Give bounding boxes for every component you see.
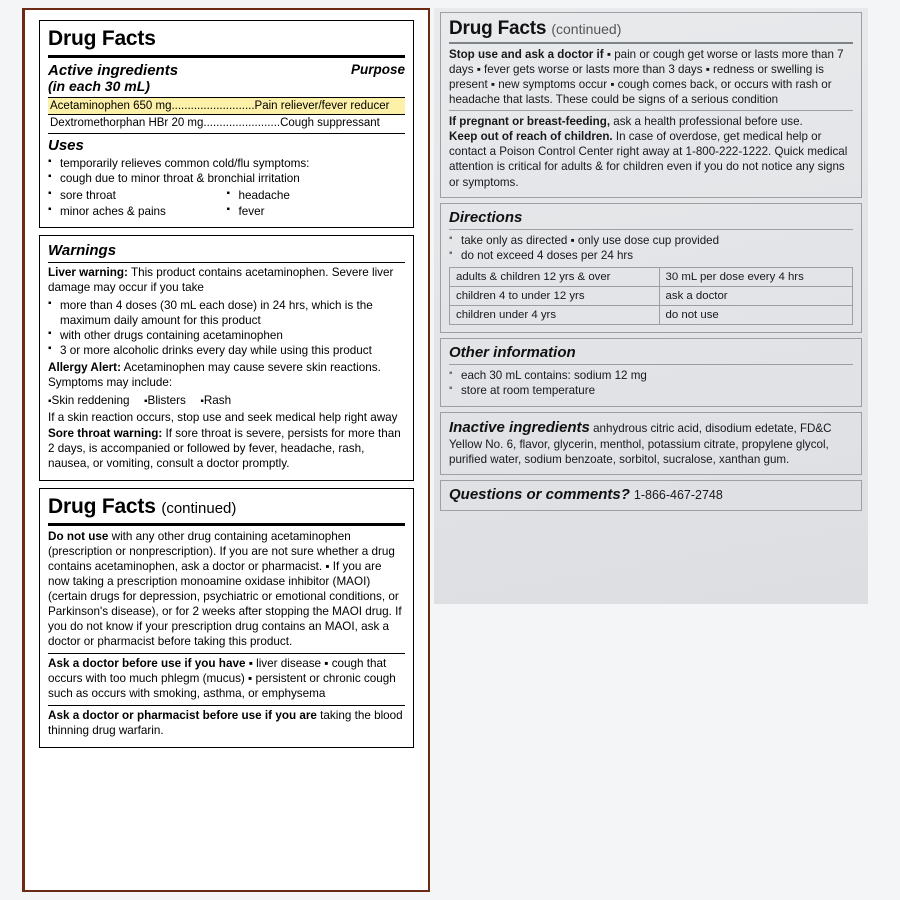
- directions-heading: Directions: [449, 208, 523, 226]
- keep-out-label: Keep out of reach of children.: [449, 130, 613, 144]
- uses-divider: [48, 133, 405, 134]
- list-item: ▪ fever: [227, 204, 406, 219]
- liver-warning: [48, 266, 405, 296]
- list-item: ▪ each 30 mL contains: sodium 12 mg: [449, 368, 853, 383]
- right-label-panel: [434, 8, 868, 604]
- do-not-use-text: with any other drug containing acetaminophen (prescription or nonprescription). If you are not sure whether a drug contains acetaminophen, ask a doctor or pharmacist. ▪ If you are now taking a prescription monoamine oxidase inhibitor (MAOI) (certain drugs for depression, psychiatric or emotional conditions, or Parkinson's disease), or for 2 weeks after stopping the MAOI drug. If you do not know if your prescription drug contains an MAOI, ask a doctor or pharmacist before taking this product.: [48, 530, 402, 649]
- continued-title: [48, 495, 405, 519]
- warnings-rule: [48, 262, 405, 263]
- list-item: ▪ minor aches & pains: [48, 204, 227, 219]
- active-ingredients-subheading: (in each 30 mL): [48, 78, 150, 94]
- list-item: ▪ take only as directed ▪ only use dose cup provided: [449, 233, 853, 248]
- ask-doctor-rule: [48, 653, 405, 654]
- list-item: ▪ do not exceed 4 doses per 24 hrs: [449, 248, 853, 263]
- allergy-symptom-row: [48, 391, 405, 409]
- list-item: ▪ Skin reddening: [48, 394, 130, 407]
- stop-use-label: Stop use and ask a doctor if: [449, 48, 604, 61]
- stop-use: [449, 47, 853, 107]
- list-item: ▪ Rash: [200, 394, 231, 407]
- uses-column-left: [48, 188, 227, 218]
- warnings-box: [39, 235, 414, 482]
- dose-group: adults & children 12 yrs & over: [450, 268, 660, 287]
- other-information-list: [449, 368, 853, 399]
- questions-box: [440, 480, 862, 511]
- keep-out-of-reach: [449, 129, 853, 189]
- pregnant-warning: [449, 114, 853, 129]
- ask-doctor-label: Ask a doctor before use if you have: [48, 657, 246, 671]
- ask-pharmacist-text: taking the blood thinning drug warfarin.: [48, 709, 403, 737]
- list-item: ▪ temporarily relieves common cold/flu symptoms:: [48, 156, 405, 171]
- keep-out-text: In case of overdose, get medical help or contact a Poison Control Center right away at 1-800-222-1222. Quick medical attention is critical for adults & for children even if you do not notice any signs or symptoms.: [449, 130, 848, 189]
- do-not-use: [48, 530, 405, 650]
- pregnant-label: If pregnant or breast-feeding,: [449, 115, 611, 129]
- sore-throat-text: If sore throat is severe, persists for more than 2 days, is accompanied or followed by fever, headache, rash, nausea, or vomiting, consult a doctor promptly.: [48, 427, 401, 471]
- list-item: ▪ sore throat: [48, 188, 227, 203]
- do-not-use-label: Do not use: [48, 530, 109, 544]
- directions-list: [449, 233, 853, 264]
- right-continued-label: (continued): [551, 21, 622, 37]
- continued-title-text: Drug Facts: [48, 495, 156, 519]
- ingredient-name: Dextromethorphan HBr 20 mg: [50, 117, 204, 129]
- continued-label: (continued): [161, 500, 237, 518]
- questions-phone[interactable]: 1-866-467-2748: [633, 488, 723, 503]
- ask-doctor: [48, 657, 405, 702]
- dose-group: children 4 to under 12 yrs: [450, 287, 660, 306]
- list-item: ▪ cough due to minor throat & bronchial irritation: [48, 171, 405, 186]
- page-title: Drug Facts: [48, 27, 156, 50]
- liver-warning-label: Liver warning:: [48, 265, 128, 279]
- inactive-ingredients-heading: Inactive ingredients: [449, 418, 590, 436]
- pregnant-text: ask a health professional before use.: [613, 115, 803, 129]
- uses-column-right: [227, 188, 406, 218]
- inactive-ingredients-box: [440, 412, 862, 476]
- right-continued-box: [440, 12, 862, 198]
- allergy-alert-label: Allergy Alert:: [48, 360, 121, 374]
- liver-warning-text: This product contains acetaminophen. Severe liver damage may occur if you take: [48, 265, 394, 294]
- allergy-note: If a skin reaction occurs, stop use and seek medical help right away: [48, 410, 398, 424]
- directions-box: [440, 203, 862, 334]
- sore-throat-label: Sore throat warning:: [48, 427, 163, 441]
- ingredient-dots: ..........................: [171, 100, 255, 112]
- list-item: ▪ with other drugs containing acetaminophen: [48, 328, 405, 343]
- title-rule: [48, 55, 405, 58]
- right-title-rule: [449, 42, 853, 44]
- continued-rule: [48, 523, 405, 526]
- allergy-alert-text: Acetaminophen may cause severe skin reactions. Symptoms may include:: [48, 360, 381, 389]
- inactive-ingredients-text: anhydrous citric acid, disodium edetate, FD&C Yellow No. 6, flavor, glycerin, menthol, potassium citrate, propylene glycol, purified water, sodium benzoate, sorbitol, sucralose, xanthan gum.: [449, 421, 832, 467]
- table-row: [450, 287, 853, 306]
- stop-use-text: ▪ pain or cough get worse or lasts more than 7 days ▪ fever gets worse or lasts more than 3 days ▪ redness or swelling is present ▪ new symptoms occur ▪ cough comes back, or occurs with rash or headache that lasts. These could be signs of a serious condition: [449, 48, 844, 107]
- drug-facts-main-box: [39, 20, 414, 228]
- liver-warning-list: [48, 298, 405, 359]
- allergy-alert: [48, 361, 405, 391]
- dose-amount: ask a doctor: [659, 287, 852, 306]
- ask-doctor-text: ▪ liver disease ▪ cough that occurs with too much phlegm (mucus) ▪ persistent or chronic cough such as occurs with smoking, asthma, or emphysema: [48, 657, 396, 701]
- list-item: ▪ Blisters: [144, 394, 186, 407]
- ingredient-purpose: Pain reliever/fever reducer: [254, 100, 390, 112]
- right-title-text: Drug Facts: [449, 18, 547, 39]
- dose-amount: do not use: [659, 306, 852, 325]
- list-item: ▪ more than 4 doses (30 mL each dose) in 24 hrs, which is the maximum daily amount for this product: [48, 298, 405, 328]
- uses-heading: Uses: [48, 137, 84, 154]
- other-information-heading: Other information: [449, 344, 576, 362]
- active-ingredients-heading: Active ingredients: [48, 62, 179, 79]
- active-ingredients-header: [48, 62, 405, 94]
- table-row: [450, 306, 853, 325]
- ask-pharmacist-rule: [48, 705, 405, 706]
- questions-heading: Questions or comments?: [449, 486, 630, 504]
- uses-symptom-columns: [48, 186, 405, 218]
- dosing-table: [449, 267, 853, 325]
- list-item: ▪ 3 or more alcoholic drinks every day while using this product: [48, 343, 405, 358]
- list-item: ▪ headache: [227, 188, 406, 203]
- ingredient-row-dextromethorphan: [48, 115, 405, 130]
- dose-amount: 30 mL per dose every 4 hrs: [659, 268, 852, 287]
- right-title: [449, 18, 853, 40]
- left-label-panel: [22, 8, 430, 892]
- dose-group: children under 4 yrs: [450, 306, 660, 325]
- warnings-heading: Warnings: [48, 241, 117, 259]
- ingredient-name: Acetaminophen 650 mg: [50, 100, 172, 112]
- ask-pharmacist: [48, 709, 405, 739]
- other-information-box: [440, 338, 862, 407]
- table-row: [450, 268, 853, 287]
- drug-facts-continued-box: [39, 488, 414, 748]
- other-information-rule: [449, 364, 853, 365]
- ask-pharmacist-label: Ask a doctor or pharmacist before use if you are: [48, 709, 317, 723]
- purpose-heading: Purpose: [350, 62, 405, 77]
- inactive-ingredients: [449, 418, 853, 468]
- ingredient-row-acetaminophen: [48, 97, 405, 115]
- sore-throat-warning: [48, 427, 405, 472]
- uses-list: [48, 156, 405, 186]
- ingredient-purpose: Cough suppressant: [280, 117, 380, 129]
- list-item: ▪ store at room temperature: [449, 383, 853, 398]
- ingredient-dots: ........................: [203, 117, 281, 129]
- directions-rule: [449, 229, 853, 230]
- pregnant-rule: [449, 110, 853, 111]
